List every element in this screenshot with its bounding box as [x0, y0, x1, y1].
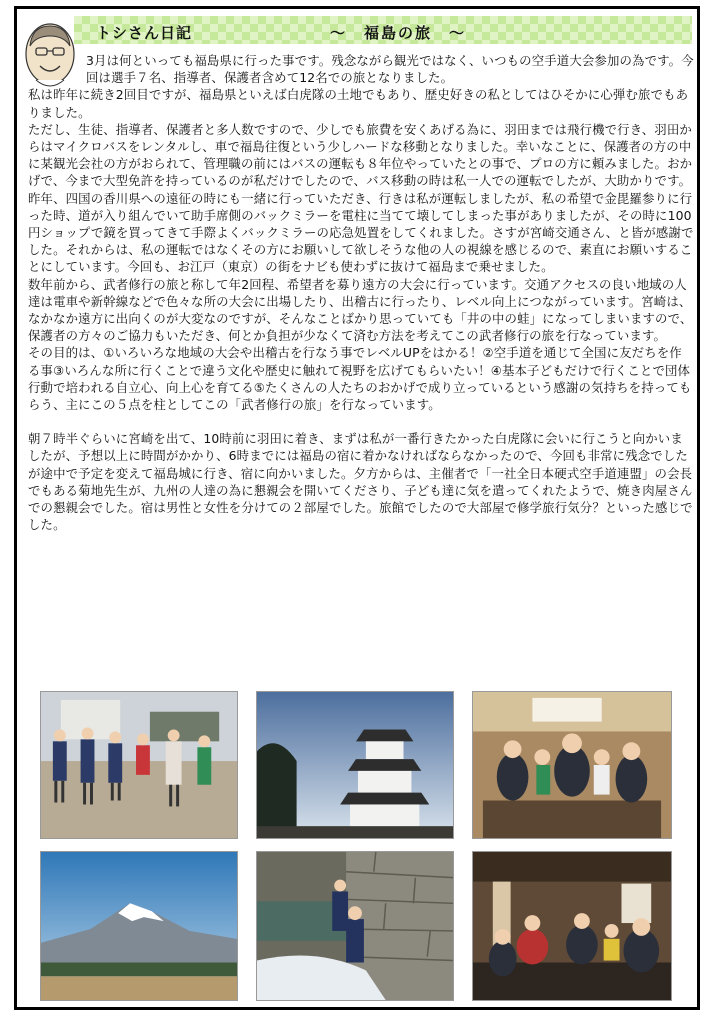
paragraph: 数年前から、武者修行の旅と称して年2回程、希望者を募り遠方の大会に行っています。交通アクセスの良い地域の人達は電車や新幹線などで色々な所の大会に出場したり、出稽古に行ったり、レベル向上につながっています。宮崎は、なかなか遠方に出向くのが大変なのですが、そんなことばかり思っていても「井の中の蛙」になってしまいますので、保護者の方々のご協力もいただき、何とか負担が少なくて済む方法を考えてこの武者修行の旅を行なっています。 — [28, 276, 693, 344]
photo-gallery — [40, 691, 672, 1001]
restaurant-gathering-photo — [472, 851, 672, 1001]
castle-tower-photo — [256, 691, 454, 839]
children-by-stone-wall-photo — [256, 851, 454, 1001]
group-of-children-outdoors-photo — [40, 691, 238, 839]
page-subtitle: ～ 福島の旅 ～ — [330, 24, 467, 42]
paragraph: 朝７時半ぐらいに宮崎を出て、10時前に羽田に着き、まずは私が一番行きたかった白虎隊に会いに行こうと向かいましたが、予想以上に時間がかかり、6時までには福島の宿に着かなければならなかったので、今回も非常に残念でしたが途中で予定を変えて福島城に行き、宿に向かいました。夕方からは、主催者で「一社全日本硬式空手道連盟」の会長でもある菊地先生が、九州の人達の為に懇親会を開いてくださり、子ども達に気を遣ってくれたようで、焼き肉屋さんでの懇親会でした。宿は男性と女性を分けての２部屋でした。旅館でしたので大部屋で修学旅行気分？といった感じでした。 — [28, 431, 693, 533]
paragraph: ただし、生徒、指導者、保護者と多人数ですので、少しでも旅費を安くあげる為に、羽田までは飛行機で行き、羽田からはマイクロバスをレンタルし、車で福島往復という少しハードな移動となりました。幸いなことに、保護者の方の中に某観光会社の方がおられて、管理職の前にはバスの運転も８年位やっていたとの事で、プロの方に頼みました。おかげで、今まで大型免許を持っているのが私だけでしたので、バス移動の時は私一人での運転でしたが、大助かりです。 — [28, 121, 693, 189]
snowy-mountain-photo — [40, 851, 238, 1001]
group-dinner-photo — [472, 691, 672, 839]
page-title: トシさん日記 — [96, 24, 193, 42]
paragraph: 私は昨年に続き2回目ですが、福島県といえば白虎隊の土地でもあり、歴史好きの私としてはひそかに心弾む旅でもありました。 — [28, 87, 689, 120]
paragraph: 昨年、四国の香川県への遠征の時にも一緒に行っていただき、行きは私が運転しましたが、私の希望で金毘羅参りに行った時、道が入り組んでいて助手席側のバックミラーを電柱に当てて壊してしまった事がありましたが、その時に100円ショップで鏡を買ってきて手際よくバックミラーの応急処置をしてくれました。さすが宮崎交通さん、と皆が感謝でした。それからは、私の運転ではなくその方にお願いして欲しそうな他の人の視線を感じるので、素直にお願いすることにしています。今回も、お江戸（東京）の街をナビも使わずに抜けて福島まで乗せました。 — [28, 190, 694, 275]
article-body — [28, 52, 694, 533]
paragraph: 3月は何といっても福島県に行った事です。残念ながら観光ではなく、いつもの空手道大会参加の為です。今回は選手７名、指導者、保護者含めて12名での旅となりました。 — [86, 53, 694, 86]
paragraph: その目的は、①いろいろな地域の大会や出稽古を行なう事でレベルUPをはかる！②空手道を通じて全国に友だちを作る事③いろんな所に行くことで違う文化や歴史に触れて視野を広げてもらいたい！④基本子どもだけで行くことで団体行動で培われる自立心、向上心を育てる⑤たくさんの人たちのおかげで成り立っているという感謝の気持ちを持ってもらう、主にこの５点を柱としてこの「武者修行の旅」を行なっています。 — [28, 345, 692, 413]
